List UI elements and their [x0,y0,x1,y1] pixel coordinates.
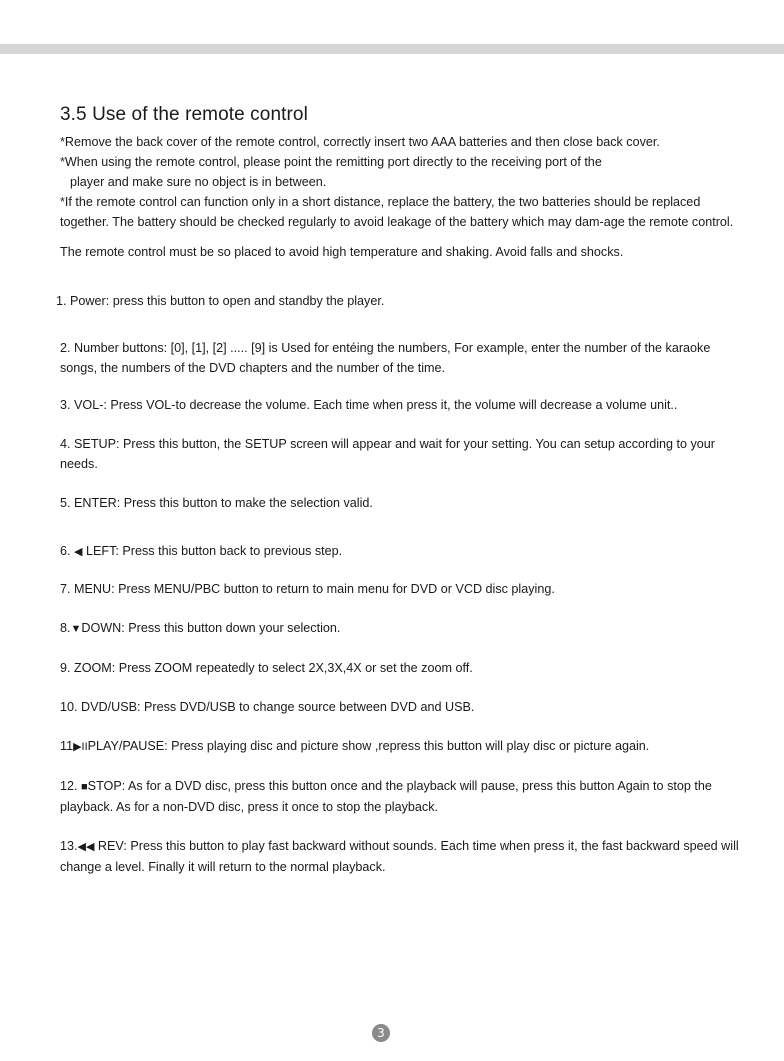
button-descriptions [56,291,750,877]
item-setup: 4. SETUP: Press this button, the SETUP screen will appear and wait for your setting. You can setup according to your needs. [60,437,716,471]
intro-paragraph-batteries: *Remove the back cover of the remote control, correctly insert two AAA batteries and then close back cover. [60,135,660,149]
intro-paragraph-pointing: *When using the remote control, please point the remitting port directly to the receiving port of the [60,155,602,169]
item-enter: 5. ENTER: Press this button to make the selection valid. [60,496,373,510]
intro-paragraph-pointing-cont: player and make sure no object is in between. [70,175,327,189]
item-power: 1. Power: press this button to open and standby the player. [56,294,385,308]
page-content [56,104,750,877]
rewind-icon: ◀◀ [77,841,95,853]
item-menu: 7. MENU: Press MENU/PBC button to return to main menu for DVD or VCD disc playing. [60,582,555,596]
header-bar [0,44,784,54]
item-down: 8.▼DOWN: Press this button down your selection. [60,618,750,639]
intro-block [60,132,750,232]
item-stop: 12. ■STOP: As for a DVD disc, press this button once and the playback will pause, press this button Again to stop the playback. As for a non-DVD disc, press it once to stop the playback. [60,779,712,814]
play-pause-icon: ▶II [73,741,88,753]
intro-paragraph-replace: *If the remote control can function only in a short distance, replace the battery, the two batteries should be replaced together. The battery should be checked regularly to avoid leakage of the battery which may dam-age the remote control. [60,195,734,229]
stop-icon: ■ [81,781,88,793]
item-left: 6. ◀ LEFT: Press this button back to previous step. [60,541,750,562]
item-play-pause: 11▶IIPLAY/PAUSE: Press playing disc and picture show ,repress this button will play disc or picture again. [60,736,750,757]
left-arrow-icon: ◀ [74,546,83,558]
item-zoom: 9. ZOOM: Press ZOOM repeatedly to select 2X,3X,4X or set the zoom off. [60,661,473,675]
page-number-badge: 3 [372,1024,390,1042]
down-arrow-icon: ▼ [70,623,82,635]
placement-note: The remote control must be so placed to avoid high temperature and shaking. Avoid falls and shocks. [60,245,624,259]
item-dvd-usb: 10. DVD/USB: Press DVD/USB to change source between DVD and USB. [60,700,475,714]
item-rev: 13.◀◀ REV: Press this button to play fast backward without sounds. Each time when press it, the fast backward speed will change a level. Finally it will return to the normal playback. [60,839,739,874]
item-vol-minus: 3. VOL-: Press VOL-to decrease the volume. Each time when press it, the volume will decrease a volume unit.. [60,398,678,412]
item-number-buttons: 2. Number buttons: [0], [1], [2] ..... [9] is Used for entéing the numbers, For example, enter the number of the karaoke songs, the numbers of the DVD chapters and the number of the time. [60,341,711,375]
section-title: 3.5 Use of the remote control [60,104,308,125]
